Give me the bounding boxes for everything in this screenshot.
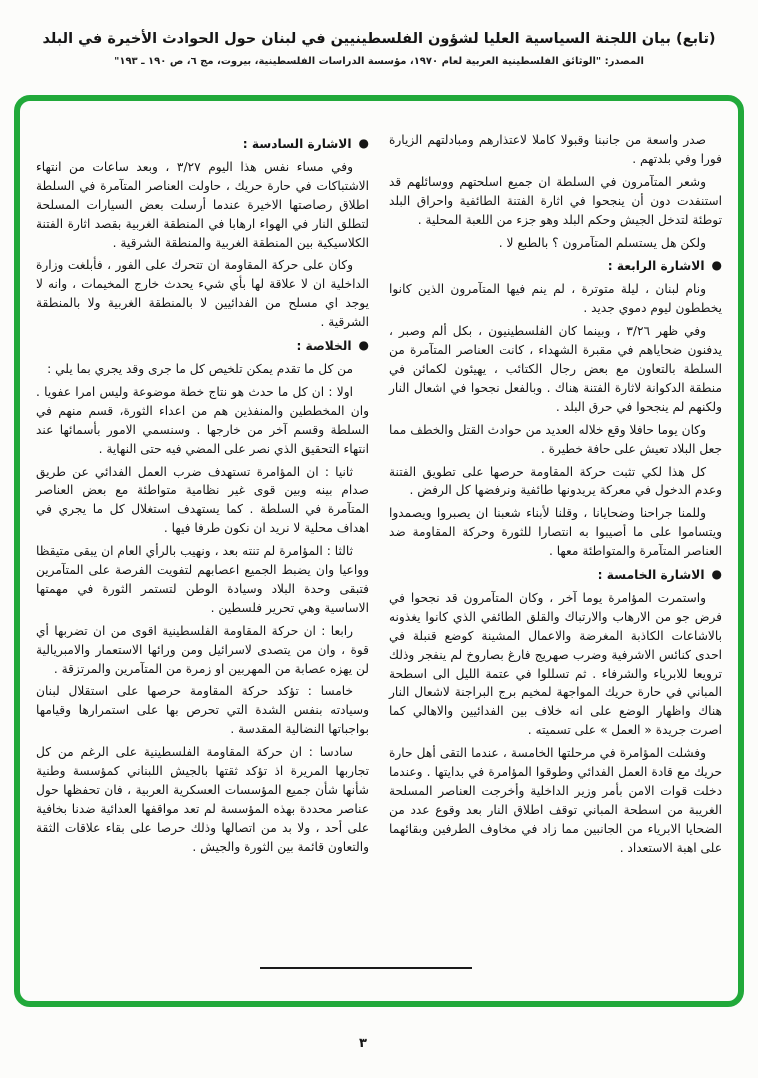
paragraph: من كل ما تقدم يمكن تلخيص كل ما جرى وقد يجري بما يلي : — [47, 361, 353, 376]
section-heading-fourth — [389, 256, 722, 276]
section-heading-sixth — [36, 134, 369, 154]
bullet-icon: ● — [711, 567, 722, 582]
bullet-icon: ● — [358, 338, 369, 353]
green-frame — [14, 95, 744, 1007]
paragraph: ثانيا : ان المؤامرة تستهدف ضرب العمل الفدائي عن طريق صدام بينه وبين قوى غير نظامية متواطئة مع بعض العناصر المتآمرة في السلطة . كما يستهدف استغلال كل ما يجري في اهداف محلية لا نريد ان نكون طرفا فيها . — [36, 464, 369, 536]
paragraph: خامسا : تؤكد حركة المقاومة حرصها على استقلال لبنان وسيادته بنفس الشدة التي تحرص بها على استمرارها وقيامها بواجباتها النضالية المقدسة . — [36, 684, 369, 737]
section-heading-label: الاشارة الخامسة : — [597, 568, 705, 583]
section-heading-label: الاشارة السادسة : — [242, 137, 352, 151]
source-citation: المصدر: "الوثائق الفلسطينية العربية لعام ١٩٧٠، مؤسسة الدراسات الفلسطينية، بيروت، مج ٦، ص ١٩٠ ـ ١٩٣" — [114, 55, 644, 67]
footnote-rule — [260, 967, 472, 969]
paragraph: كل هذا لكي تثبت حركة المقاومة حرصها على تطويق الفتنة وعدم الدخول في معركة يريدونها طائفية ونرفضها كل الرفض . — [389, 464, 722, 498]
bullet-icon: ● — [711, 258, 722, 273]
paragraph: ونام لبنان ، ليلة متوترة ، لم ينم فيها المتآمرون الذين كانوا يخططون ليوم دموي جديد . — [389, 282, 722, 316]
column-left — [36, 131, 369, 1001]
section-heading-summary — [36, 336, 369, 356]
column-right — [389, 131, 722, 1001]
paragraph: ثالثا : المؤامرة لم تنته بعد ، ونهيب بالرأي العام ان يبقى متيقظا وواعيا وان يضبط الجميع اعصابهم لتفويت الفرصة على المتآمرين فتبقى وحدة البلاد وسيادة الوطن لتستمر الثورة في مهمتها الاساسية وهي تحرير فلسطين . — [36, 544, 369, 615]
paragraph: صدر واسعة من جانبنا وقبولا كاملا لاعتذارهم ومبادلتهم الزيارة فورا وفي بلدتهم . — [389, 133, 722, 166]
page-number: ٣ — [359, 1036, 367, 1051]
paragraph: اولا : ان كل ما حدث هو نتاج خطة موضوعة وليس امرا عفويا . وان المخططين والمنفذين هم من اعداء الثورة، قسم منهم في السلطة وقسم آخر من خارجها . وسنسمي الامور بأسمائها عند انتهاء التحقيق الذي نصر على المضي فيه حتى النهاية . — [36, 384, 369, 456]
section-heading-label: الخلاصة : — [296, 339, 352, 354]
paragraph: سادسا : ان حركة المقاومة الفلسطينية على الرغم من كل تجاربها المريرة اذ تؤكد ثقتها بالجيش اللبناني كمؤسسة وطنية شأنها شأن جميع المؤسسات العسكرية العربية ، فان تحفظها حول عناصر محددة بهذه المؤسسة لم تعد مواقفها العدائية ضدنا بخافية على أحد ، ولا بد من اتصالها وذلك حرصا على بقاء علاقات الثقة والتعاون قائمة بين الثورة والجيش . — [36, 745, 369, 854]
bullet-icon: ● — [358, 136, 369, 150]
paragraph: وفي ظهر ٣/٢٦ ، وبينما كان الفلسطينيون ، بكل ألم وصبر ، يدفنون ضحاياهم في مقبرة الشهداء ، كانت العناصر المتآمرة من السلطة بالتعاون مع بعض رجال الكتائب ، يهيئون لكمائن في منطقة الدكوانة لاثارة الفتنة هناك . وبالفعل نجحوا في اشعال النار ولكنهم لم ينجحوا في حرق البلد . — [389, 324, 722, 414]
text-columns — [20, 101, 738, 1001]
section-heading-fifth — [389, 565, 722, 585]
paragraph: وفي مساء نفس هذا اليوم ٣/٢٧ ، وبعد ساعات من انتهاء الاشتباكات في حارة حريك ، حاولت العناصر المتآمرة في السلطة اطلاق رصاصتها الاخيرة عندما أرسلت بعض السيارات المسلحة لتطلق النار في الهواء ارهابا في المنطقة الغربية بقصد اثارة الفتنة الكلاسيكية بين المنطقة الغربية والمنطقة الشرقية . — [36, 159, 369, 250]
document-header — [0, 30, 758, 67]
paragraph: وشعر المتآمرون في السلطة ان جميع اسلحتهم ووسائلهم قد استنفدت دون أن ينجحوا في اثارة الفتنة الطائفية واحراق البلد توطئة لتدخل الجيش وحكم البلد وهو جزء من اللعبة المحلية . — [389, 174, 722, 227]
section-heading-label: الاشارة الرابعة : — [607, 259, 705, 274]
paragraph: رابعا : ان حركة المقاومة الفلسطينية اقوى من ان تضربها أي قوة ، وان من يتصدى لاسرائيل ومن ورائها الاستعمار والامبريالية لن يهزه عصابة من المهربين او زمرة من المتآمرين والمرتزقة . — [36, 623, 369, 676]
paragraph: وكان على حركة المقاومة ان تتحرك على الفور ، فأبلغت وزارة الداخلية ان لا علاقة لها بأي شيء يحدث خارج المخيمات ، وانه لا يوجد اي مسلح من الفدائيين لا بالمنطقة الغربية ولا بالمنطقة الشرقية . — [36, 258, 369, 330]
paragraph: وفشلت المؤامرة في مرحلتها الخامسة ، عندما التقى أهل حارة حريك مع قادة العمل الفدائي وطوقوا المؤامرة في بدايتها . وعندما دخلت قوات الامن بأمر وزير الداخلية وأخرجت العناصر المسلحة الغريبة من اسطحة المباني توقف اطلاق النار بعد وقوع عدد من الضحايا الابرياء من الجانبين مما زاد في مخاوف الطرفين وبقائهما على اهبة الاستعداد . — [389, 746, 722, 855]
paragraph: واستمرت المؤامرة يوما آخر ، وكان المتآمرون قد نجحوا في فرض جو من الارهاب والارتباك والقلق الطائفي الذي كانوا يغذونه بالاشاعات الكاذبة المغرضة والاعمال المشينة كوضع قنبلة في احدى كنائس الاشرفية وضرب صهريج فارغ بصاروخ لم ينفجر وذلك ترويعا للابرياء والشرفاء . ثم تسللوا في عتمة الليل الى اسطحة المباني في حارة حريك المواجهة لمخيم برج البراجنة لاشعال النار هناك واظهار الوضع على انه خلاف بين الفدائيين والاهالي كما اصرت جريدة « العمل » على تسميته . — [389, 590, 722, 738]
paragraph: وللمنا جراحنا وضحايانا ، وقلنا لأبناء شعبنا ان يصبروا ويصمدوا ويتساموا على ما أصيبوا به انتصارا للثورة وحركة المقاومة ضد العناصر المتآمرة والمتواطئة معها . — [389, 506, 722, 559]
page-title: (تابع) بيان اللجنة السياسية العليا لشؤون الفلسطينيين في لبنان حول الحوادث الأخيرة في البلد — [42, 31, 716, 47]
paragraph: ولكن هل يستسلم المتآمرون ؟ بالطبع لا . — [498, 235, 706, 250]
paragraph: وكان يوما حافلا وقع خلاله العديد من حوادث القتل والخطف مما جعل البلاد تعيش على حافة خطيرة . — [389, 422, 722, 456]
